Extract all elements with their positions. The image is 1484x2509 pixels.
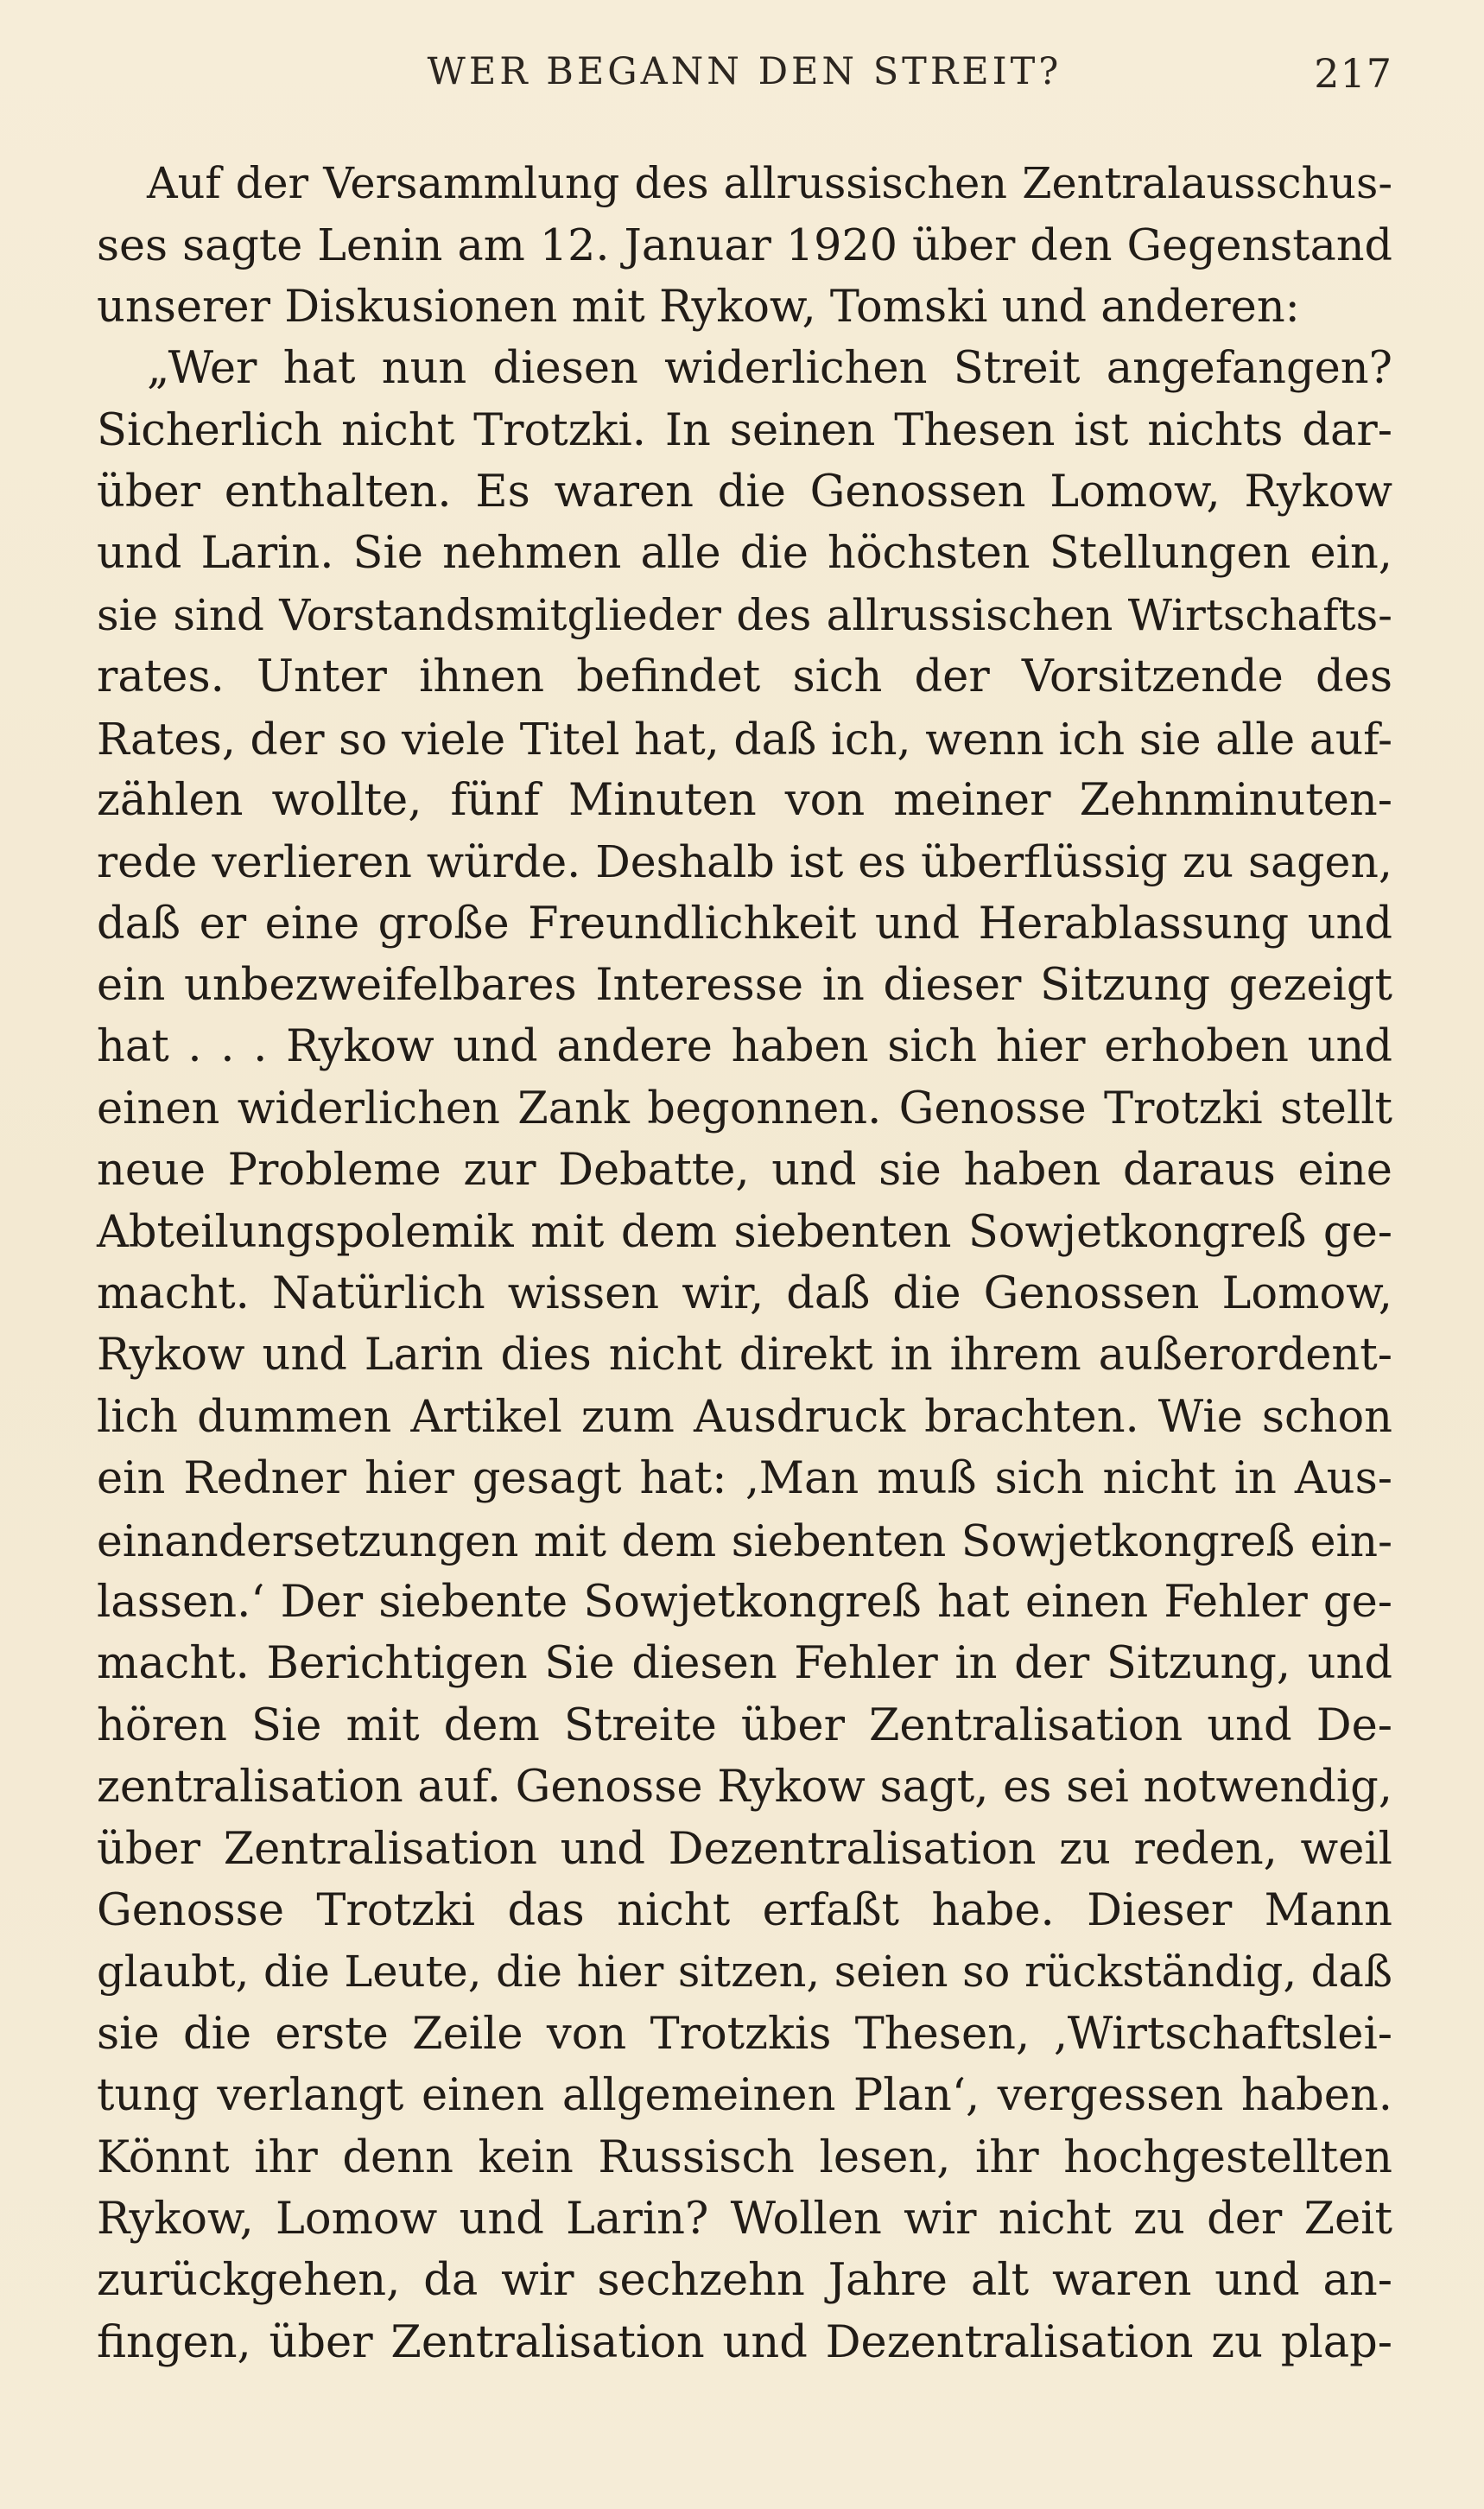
text-line: macht. Berichtigen Sie diesen Fehler in der Sitzung, und [97, 1638, 1392, 1690]
text-line: rede verlieren würde. Deshalb ist es überflüssig zu sagen, [97, 836, 1392, 888]
text-line: Abteilungspolemik mit dem siebenten Sowjetkongreß ge- [97, 1206, 1392, 1258]
text-line: ses sagte Lenin am 12. Januar 1920 über den Gegenstand [97, 219, 1392, 271]
text-line: Könnt ihr denn kein Russisch lesen, ihr hochgestellten [97, 2131, 1392, 2183]
running-title: WER BEGANN DEN STREIT? [427, 50, 1062, 93]
text-line: Sicherlich nicht Trotzki. In seinen Thesen ist nichts dar- [97, 404, 1392, 456]
text-line: neue Probleme zur Debatte, und sie haben daraus eine [97, 1145, 1392, 1197]
text-line: unserer Diskusionen mit Rykow, Tomski und anderen: [97, 281, 1300, 333]
text-line: über Zentralisation und Dezentralisation zu reden, weil [97, 1823, 1392, 1875]
text-line: Rykow und Larin dies nicht direkt in ihrem außerordent- [97, 1330, 1392, 1382]
text-line: „Wer hat nun diesen widerlichen Streit angefangen? [147, 343, 1392, 395]
text-line: lassen.‘ Der siebente Sowjetkongreß hat einen Fehler ge- [97, 1576, 1392, 1628]
text-line: ein Redner hier gesagt hat: ‚Man muß sich nicht in Aus- [97, 1453, 1392, 1505]
text-line: fingen, über Zentralisation und Dezentralisation zu plap- [97, 2316, 1392, 2368]
text-line: hören Sie mit dem Streite über Zentralisation und De- [97, 1699, 1392, 1751]
text-line: rates. Unter ihnen befindet sich der Vorsitzende des [97, 651, 1392, 703]
text-line: hat . . . Rykow und andere haben sich hier erhoben und [97, 1021, 1392, 1073]
text-line: macht. Natürlich wissen wir, daß die Genossen Lomow, [97, 1268, 1392, 1320]
text-line: ein unbezweifelbares Interesse in dieser Sitzung gezeigt [97, 960, 1392, 1012]
text-line: einen widerlichen Zank begonnen. Genosse Trotzki stellt [97, 1083, 1392, 1134]
text-line: Auf der Versammlung des allrussischen Zentralausschus- [147, 158, 1392, 208]
text-line: und Larin. Sie nehmen alle die höchsten Stellungen ein, [97, 528, 1392, 580]
text-line: einandersetzungen mit dem siebenten Sowjetkongreß ein- [97, 1515, 1392, 1566]
page-number: 217 [1314, 50, 1392, 97]
text-line: zählen wollte, fünf Minuten von meiner Zehnminuten- [97, 774, 1392, 826]
text-line: sie die erste Zeile von Trotzkis Thesen, ‚Wirtschaftslei- [97, 2008, 1392, 2060]
text-line: zentralisation auf. Genosse Rykow sagt, es sei notwendig, [97, 1762, 1392, 1813]
text-line: über enthalten. Es waren die Genossen Lomow, Rykow [97, 466, 1392, 518]
text-line: lich dummen Artikel zum Ausdruck brachten. Wie schon [97, 1391, 1392, 1443]
text-line: Genosse Trotzki das nicht erfaßt habe. Dieser Mann [97, 1884, 1392, 1936]
paragraph [97, 153, 1392, 338]
text-line: glaubt, die Leute, die hier sitzen, seien so rückständig, daß [97, 1947, 1392, 1998]
text-line: tung verlangt einen allgemeinen Plan‘, vergessen haben. [97, 2070, 1392, 2122]
text-line: Rates, der so viele Titel hat, daß ich, wenn ich sie alle auf- [97, 713, 1392, 765]
page-header [97, 50, 1392, 111]
text-line: Rykow, Lomow und Larin? Wollen wir nicht zu der Zeit [97, 2193, 1392, 2245]
text-line: daß er eine große Freundlichkeit und Herablassung und [97, 898, 1392, 950]
body-text [97, 153, 1392, 2373]
paragraph [97, 338, 1392, 2373]
text-line: zurückgehen, da wir sechzehn Jahre alt waren und an- [97, 2255, 1392, 2307]
text-line: sie sind Vorstandsmitglieder des allrussischen Wirtschafts- [97, 589, 1392, 640]
